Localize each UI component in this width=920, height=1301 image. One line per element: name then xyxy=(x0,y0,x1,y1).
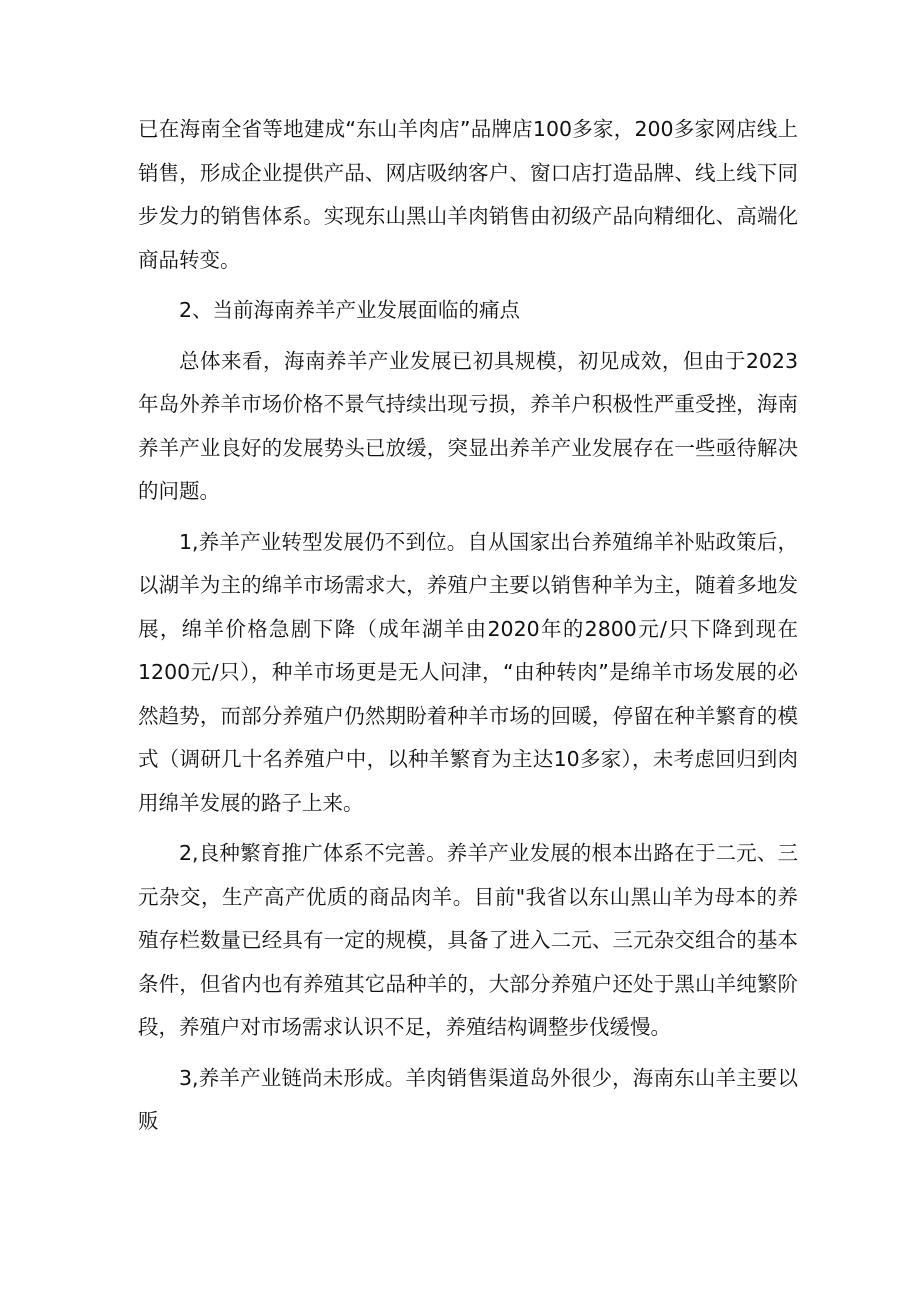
paragraph-continuation: 已在海南全省等地建成“东山羊肉店”品牌店100多家，200多家网店线上销售，形成企业提供产品、网店吸纳客户、窗口店打造品牌、线上线下同步发力的销售体系。实现东山黑山羊肉销售由初级产品向精细化、高端化商品转变。 xyxy=(138,117,798,272)
section-heading: 2、当前海南养羊产业发展面临的痛点 xyxy=(179,298,521,322)
paragraph-point-3: 3,养羊产业链尚未形成。羊肉销售渠道岛外很少，海南东山羊主要以贩 xyxy=(138,1065,798,1133)
document-body xyxy=(138,108,798,1144)
paragraph-overview: 总体来看，海南养羊产业发展已初具规模，初见成效，但由于2023年岛外养羊市场价格不景气持续出现亏损，养羊户积极性严重受挫，海南养羊产业良好的发展势头已放缓，突显出养羊产业发展存在一些亟待解决的问题。 xyxy=(138,348,798,503)
paragraph-point-2: 2,良种繁育推广体系不完善。养羊产业发展的根本出路在于二元、三元杂交，生产高产优质的商品肉羊。目前"我省以东山黑山羊为母本的养殖存栏数量已经具有一定的规模，具备了进入二元、三元杂交组合的基本条件，但省内也有养殖其它品种羊的，大部分养殖户还处于黑山羊纯繁阶段，养殖户对市场需求认识不足，养殖结构调整步伐缓慢。 xyxy=(138,841,798,1039)
paragraph-point-1: 1,养羊产业转型发展仍不到位。自从国家出台养殖绵羊补贴政策后，以湖羊为主的绵羊市场需求大，养殖户主要以销售种羊为主，随着多地发展，绵羊价格急剧下降（成年湖羊由2020年的2800元/只下降到现在1200元/只），种羊市场更是无人问津，“由种转肉”是绵羊市场发展的必然趋势，而部分养殖户仍然期盼着种羊市场的回暖，停留在种羊繁育的模式（调研几十名养殖户中，以种羊繁育为主达10多家），未考虑回归到肉用绵羊发展的路子上来。 xyxy=(138,529,798,815)
